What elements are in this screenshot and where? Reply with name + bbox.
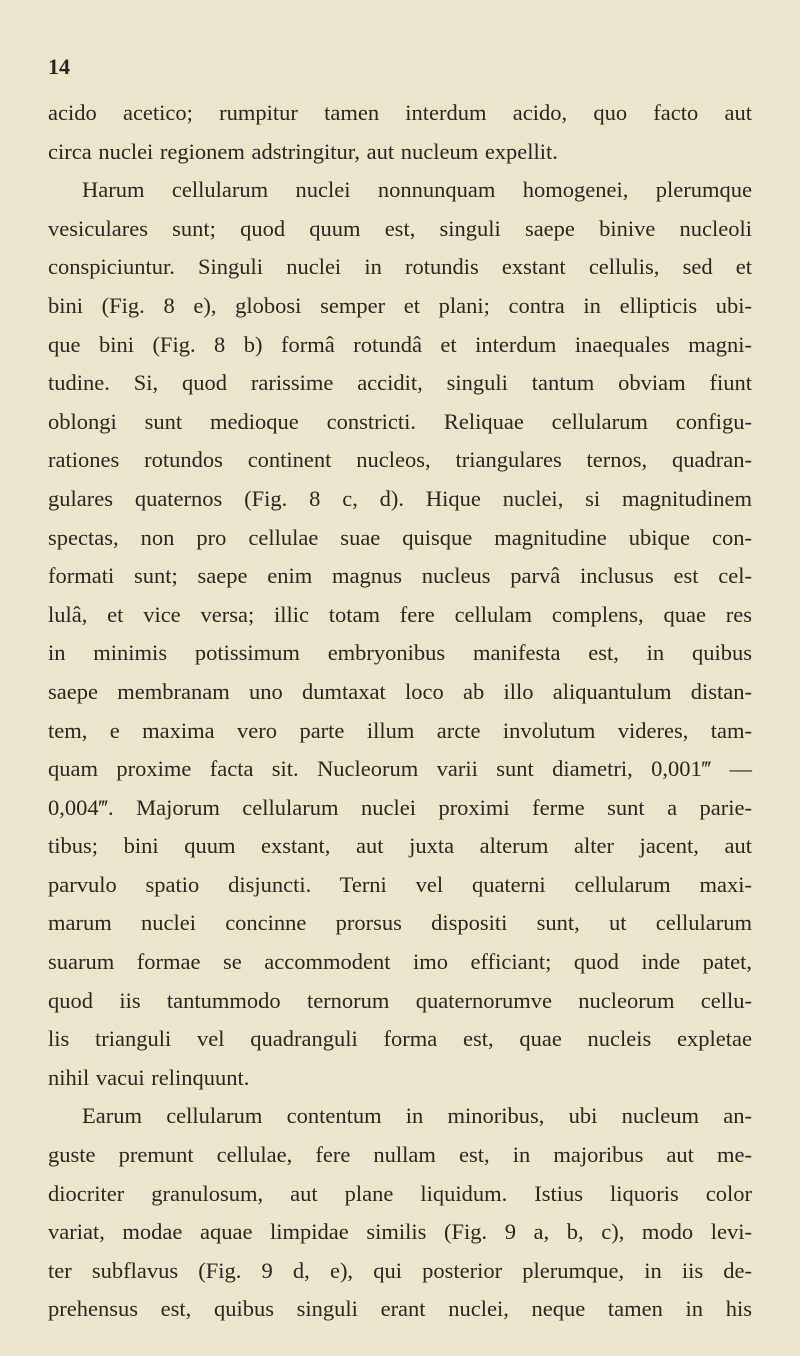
text-line: circa nuclei regionem adstringitur, aut nucleum expellit.: [48, 138, 558, 164]
text-line: diocriter granulosum, aut plane liquidum. Istius liquoris color: [48, 1180, 752, 1206]
text-line: 0,004‴. Majorum cellularum nuclei proximi ferme sunt a parie-: [48, 794, 752, 820]
text-line: que bini (Fig. 8 b) formâ rotundâ et interdum inaequales magni-: [48, 331, 752, 357]
text-line: conspiciuntur. Singuli nuclei in rotundis exstant cellulis, sed et: [48, 254, 752, 280]
text-line: bini (Fig. 8 e), globosi semper et plani; contra in ellipticis ubi-: [48, 292, 752, 318]
text-line: nihil vacui relinquunt.: [48, 1064, 250, 1090]
text-line: gulares quaternos (Fig. 8 c, d). Hique nuclei, si magnitudinem: [48, 485, 752, 511]
text-line: in minimis potissimum embryonibus manifesta est, in quibus: [48, 640, 752, 666]
text-line: Harum cellularum nuclei nonnunquam homogenei, plerumque: [82, 177, 752, 203]
text-line: tibus; bini quum exstant, aut juxta alterum alter jacent, aut: [48, 833, 752, 859]
text-line: quam proxime facta sit. Nucleorum varii sunt diametri, 0,001‴ —: [48, 756, 752, 782]
text-line: lis trianguli vel quadranguli forma est, quae nucleis expletae: [48, 1026, 752, 1052]
text-line: guste premunt cellulae, fere nullam est, in majoribus aut me-: [48, 1142, 752, 1168]
text-line: marum nuclei concinne prorsus dispositi sunt, ut cellularum: [48, 910, 752, 936]
text-line: parvulo spatio disjuncti. Terni vel quaterni cellularum maxi-: [48, 871, 752, 897]
text-line: suarum formae se accommodent imo efficiant; quod inde patet,: [48, 949, 752, 975]
text-line: quod iis tantummodo ternorum quaternorumve nucleorum cellu-: [48, 987, 752, 1013]
text-line: lulâ, et vice versa; illic totam fere cellulam complens, quae res: [48, 601, 752, 627]
text-line: rationes rotundos continent nucleos, triangulares ternos, quadran-: [48, 447, 752, 473]
text-line: ter subflavus (Fig. 9 d, e), qui posterior plerumque, in iis de-: [48, 1257, 752, 1283]
text-line: formati sunt; saepe enim magnus nucleus parvâ inclusus est cel-: [48, 563, 752, 589]
text-line: Earum cellularum contentum in minoribus, ubi nucleum an-: [82, 1103, 752, 1129]
page-number: 14: [48, 54, 70, 79]
text-line: oblongi sunt medioque constricti. Reliquae cellularum configu-: [48, 408, 752, 434]
text-line: prehensus est, quibus singuli erant nuclei, neque tamen in his: [48, 1296, 752, 1322]
text-line: tudine. Si, quod rarissime accidit, singuli tantum obviam fiunt: [48, 370, 752, 396]
body-text: [48, 94, 752, 1329]
text-line: spectas, non pro cellulae suae quisque magnitudine ubique con-: [48, 524, 752, 550]
text-line: vesiculares sunt; quod quum est, singuli saepe binive nucleoli: [48, 215, 752, 241]
text-line: saepe membranam uno dumtaxat loco ab illo aliquantulum distan-: [48, 678, 752, 704]
text-line: acido acetico; rumpitur tamen interdum acido, quo facto aut: [48, 100, 752, 125]
text-line: tem, e maxima vero parte illum arcte involutum videres, tam-: [48, 717, 752, 743]
text-line: variat, modae aquae limpidae similis (Fig. 9 a, b, c), modo levi-: [48, 1219, 752, 1245]
